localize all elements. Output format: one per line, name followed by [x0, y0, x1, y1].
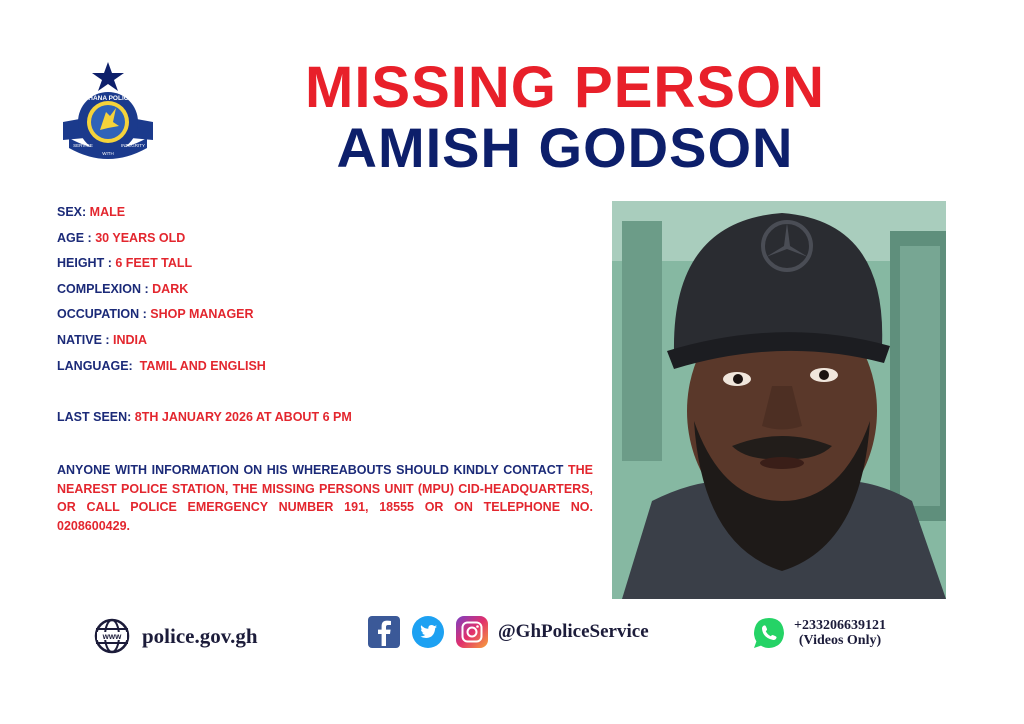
facebook-icon[interactable] — [368, 616, 400, 648]
social-links — [368, 616, 649, 648]
whatsapp-contact[interactable] — [752, 616, 886, 650]
contact-notice: ANYONE WITH INFORMATION ON HIS WHEREABOUTS SHOULD KINDLY CONTACT THE NEAREST POLICE STATION, THE MISSING PERSONS UNIT (MPU) CID-HEADQUARTERS, OR CALL POLICE EMERGENCY NUMBER 191, 18555 OR ON TELEPHONE NO. 0208600429. — [57, 463, 593, 533]
logo-motto-mid: WITH — [102, 151, 114, 156]
social-handle[interactable]: @GhPoliceService — [498, 621, 649, 642]
footer — [0, 612, 1024, 662]
whatsapp-icon — [752, 616, 786, 650]
poster-title: MISSING PERSON — [305, 55, 825, 120]
twitter-icon[interactable] — [412, 616, 444, 648]
logo-arc-text: GHANA POLICE — [83, 95, 133, 102]
website-text: police.gov.gh — [142, 623, 258, 648]
person-name: AMISH GODSON — [336, 116, 794, 179]
whatsapp-number: +233206639121 — [794, 618, 886, 633]
instagram-icon[interactable] — [456, 616, 488, 648]
logo-motto-right: INTEGRITY — [120, 143, 146, 148]
person-details — [57, 204, 597, 383]
person-photo — [612, 201, 946, 599]
detail-sex: SEX: MALE — [57, 205, 126, 219]
website-link[interactable] — [94, 618, 258, 654]
detail-occupation: OCCUPATION : SHOP MANAGER — [57, 307, 254, 322]
star-icon — [92, 62, 124, 91]
logo-motto-left: SERVICE — [73, 143, 93, 148]
detail-complexion: COMPLEXION : DARK — [57, 281, 189, 296]
whatsapp-note: (Videos Only) — [798, 633, 882, 648]
detail-height: HEIGHT : 6 FEET TALL — [57, 256, 193, 271]
svg-text:www: www — [102, 632, 122, 641]
ghana-police-logo — [55, 60, 161, 170]
detail-native: NATIVE : INDIA — [57, 332, 148, 347]
last-seen: LAST SEEN: 8TH JANUARY 2026 AT ABOUT 6 PM — [57, 410, 352, 424]
detail-age: AGE : 30 YEARS OLD — [57, 230, 186, 245]
globe-icon — [94, 618, 130, 654]
detail-language: LANGUAGE: TAMIL AND ENGLISH — [57, 358, 266, 373]
